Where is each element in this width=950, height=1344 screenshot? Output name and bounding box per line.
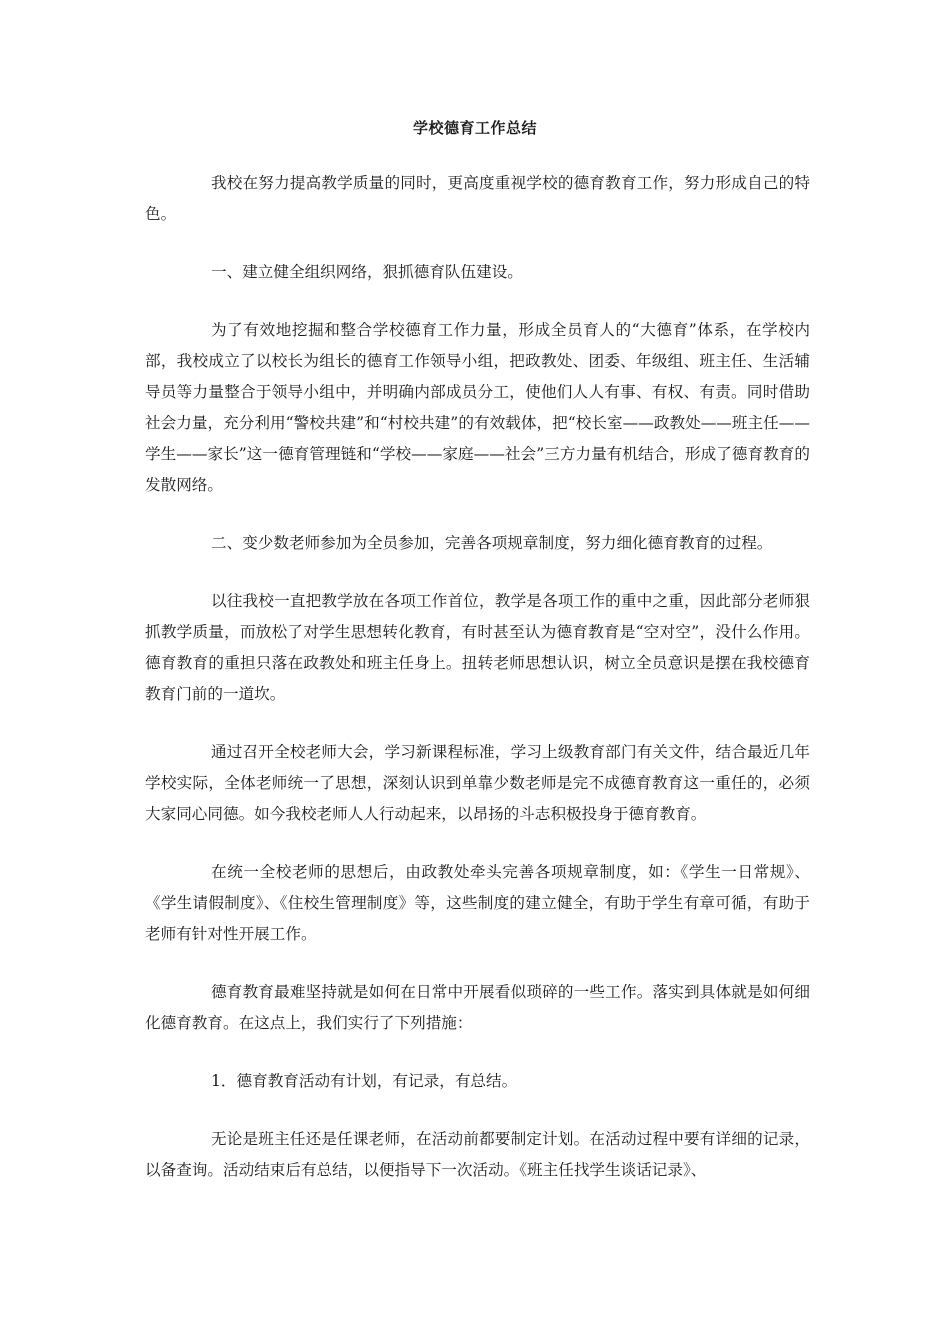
paragraph-intro: 我校在努力提高教学质量的同时，更高度重视学校的德育教育工作，努力形成自己的特色。 <box>145 174 810 223</box>
paragraph-organization: 为了有效地挖掘和整合学校德育工作力量，形成全员育人的“大德育”体系，在学校内部，我校成立了以校长为组长的德育工作领导小组，把政教处、团委、年级组、班主任、生活辅导员等力量整合于领导小组中，并明确内部成员分工，使他们人人有事、有权、有责。同时借助社会力量，充分利用“警校共建”和“村校共建”的有效载体，把“校长室——政教处——班主任——学生——家长”这一德育管理链和“学校——家庭——社会”三方力量有机结合，形成了德育教育的发散网络。 <box>145 321 810 494</box>
paragraph-regulations: 在统一全校老师的思想后，由政教处牵头完善各项规章制度，如：《学生一日常规》、《学生请假制度》、《住校生管理制度》等，这些制度的建立健全，有助于学生有章可循，有助于老师有针对性开展工作。 <box>145 863 810 943</box>
section-heading-2: 二、变少数老师参加为全员参加，完善各项规章制度，努力细化德育教育的过程。 <box>211 534 773 552</box>
paragraph-activity-records: 无论是班主任还是任课老师，在活动前都要制定计划。在活动过程中要有详细的记录，以备查询。活动结束后有总结，以便指导下一次活动。《班主任找学生谈话记录》、 <box>145 1130 810 1179</box>
list-item-1: 1．德育教育活动有计划，有记录，有总结。 <box>211 1072 518 1090</box>
paragraph-daily-work: 德育教育最难坚持就是如何在日常中开展看似琐碎的一些工作。落实到具体就是如何细化德育教育。在这点上，我们实行了下列措施： <box>145 983 810 1032</box>
document-title: 学校德育工作总结 <box>412 119 537 137</box>
paragraph-teacher-meeting: 通过召开全校老师大会，学习新课程标准，学习上级教育部门有关文件，结合最近几年学校实际，全体老师统一了思想，深刻认识到单靠少数老师是完不成德育教育这一重任的，必须大家同心同德。如今我校老师人人行动起来，以昂扬的斗志积极投身于德育教育。 <box>145 743 810 823</box>
document-body <box>145 168 810 1186</box>
section-heading-1: 一、建立健全组织网络，狠抓德育队伍建设。 <box>211 263 523 281</box>
paragraph-past-practice: 以往我校一直把教学放在各项工作首位，教学是各项工作的重中之重，因此部分老师狠抓教学质量，而放松了对学生思想转化教育，有时甚至认为德育教育是“空对空”，没什么作用。德育教育的重担只落在政教处和班主任身上。扭转老师思想认识，树立全员意识是摆在我校德育教育门前的一道坎。 <box>145 592 810 703</box>
